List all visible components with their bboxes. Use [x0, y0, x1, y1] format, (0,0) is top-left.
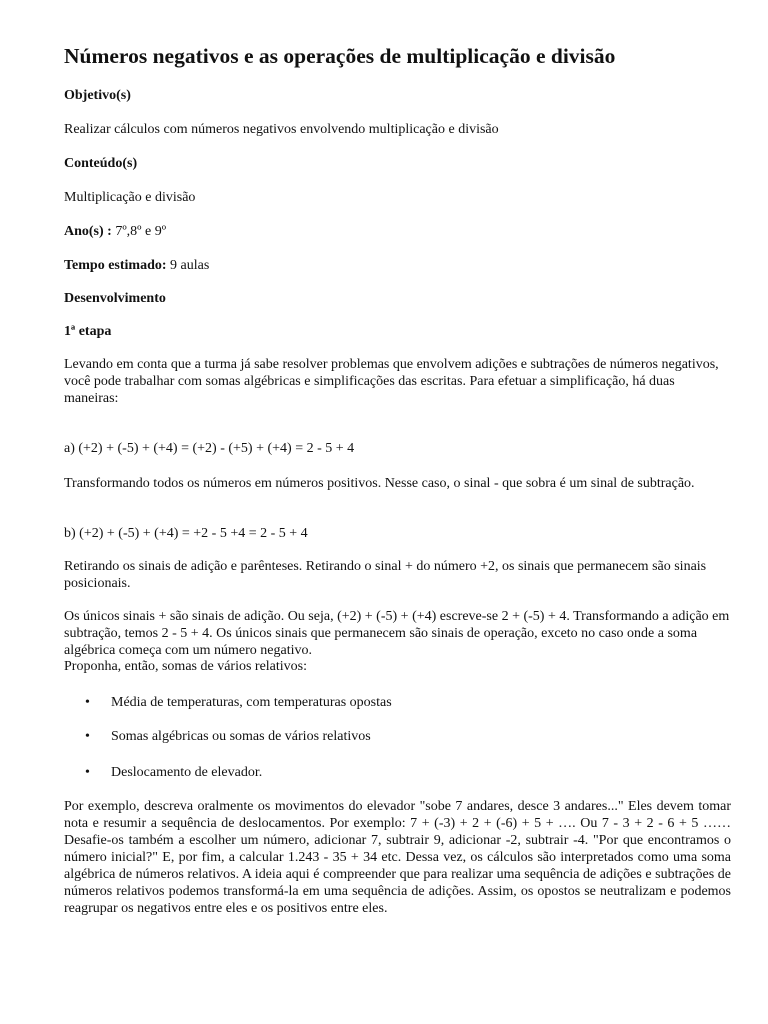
- document-title: Números negativos e as operações de multiplicação e divisão: [64, 44, 616, 68]
- desenvolvimento-heading: Desenvolvimento: [64, 291, 166, 306]
- paragraph-signs: Os únicos sinais + são sinais de adição. Ou seja, (+2) + (-5) + (+4) escreve-se 2 + (-5) + 4. Transformando a adição em subtração, temos 2 - 5 + 4. Os únicos sinais que permanecem são sinais de operação, exceto no caso onde a soma algébrica começa com um número negativo.: [64, 609, 730, 658]
- list-item-text: Somas algébricas ou somas de vários relativos: [111, 729, 371, 744]
- conteudo-text: Multiplicação e divisão: [64, 190, 196, 205]
- paragraph-remove-signs: Retirando os sinais de adição e parênteses. Retirando o sinal + do número +2, os sinais que permanecem são sinais posicionais.: [64, 559, 707, 591]
- bullet-icon: •: [85, 695, 90, 710]
- objetivo-text: Realizar cálculos com números negativos envolvendo multiplicação e divisão: [64, 122, 499, 137]
- paragraph-intro: Levando em conta que a turma já sabe resolver problemas que envolvem adições e subtrações de números negativos, você pode trabalhar com somas algébricas e simplificações das escritas. Para efetuar a simplificação, há duas maneiras:: [64, 357, 719, 406]
- ano-label: Ano(s) :: [64, 224, 112, 239]
- ano-line: [64, 223, 166, 240]
- paragraph-propose: Proponha, então, somas de vários relativos:: [64, 659, 308, 674]
- tempo-value: 9 aulas: [166, 258, 210, 273]
- tempo-label: Tempo estimado:: [64, 258, 167, 273]
- bullet-icon: •: [85, 765, 90, 780]
- objetivo-heading: Objetivo(s): [64, 88, 131, 103]
- paragraph-transform: Transformando todos os números em números positivos. Nesse caso, o sinal - que sobra é um sinal de subtração.: [64, 476, 695, 491]
- etapa-heading: 1ª etapa: [64, 324, 112, 339]
- list-item-text: Deslocamento de elevador.: [111, 765, 263, 780]
- ano-value: 7º,8º e 9º: [111, 224, 167, 239]
- list-item-text: Média de temperaturas, com temperaturas opostas: [111, 695, 392, 710]
- tempo-line: [64, 257, 209, 274]
- bullet-icon: •: [85, 729, 90, 744]
- equation-a: a) (+2) + (-5) + (+4) = (+2) - (+5) + (+4) = 2 - 5 + 4: [64, 441, 355, 456]
- conteudo-heading: Conteúdo(s): [64, 156, 138, 171]
- equation-b: b) (+2) + (-5) + (+4) = +2 - 5 +4 = 2 - 5 + 4: [64, 526, 308, 541]
- paragraph-elevator-example: Por exemplo, descreva oralmente os movimentos do elevador "sobe 7 andares, desce 3 andares..." Eles devem tomar nota e resumir a sequência de deslocamentos. Por exemplo: 7 + (-3) + 2 + (-6) + 5 + …. Ou 7 - 3 + 2 - 6 + 5 …… Desafie-os também a escolher um número, adicionar 7, subtrair 9, adicionar -2, subtrair -4. "Por que encontramos o número inicial?" E, por fim, a calcular 1.243 - 35 + 34 etc. Dessa vez, os cálculos são interpretados como uma soma algébrica de números relativos. A ideia aqui é compreender que para realizar uma sequência de adições e subtrações de números relativos podemos transformá-la em uma sequência de adições. Assim, os opostos se neutralizam e podemos reagrupar os negativos entre eles e os positivos entre eles.: [64, 799, 731, 916]
